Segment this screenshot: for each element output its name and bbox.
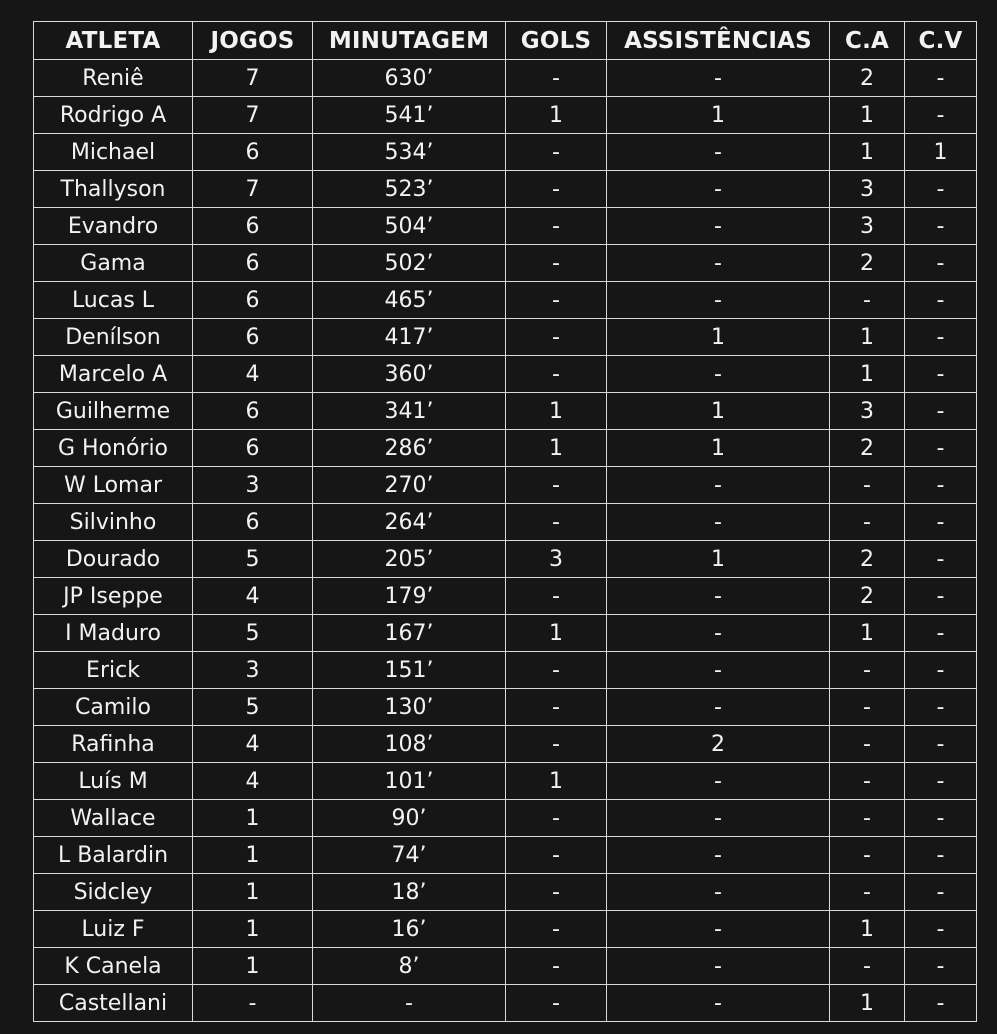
cell-assists: - — [607, 800, 830, 837]
header-minutes: MINUTAGEM — [313, 22, 506, 60]
cell-athlete: Silvinho — [34, 504, 193, 541]
header-yellow-cards: C.A — [830, 22, 905, 60]
table-row — [34, 245, 977, 282]
cell-goals: - — [506, 60, 607, 97]
table-row — [34, 97, 977, 134]
cell-athlete: Thallyson — [34, 171, 193, 208]
cell-red-cards: - — [905, 874, 977, 911]
cell-red-cards: - — [905, 504, 977, 541]
cell-assists: 2 — [607, 726, 830, 763]
cell-goals: - — [506, 874, 607, 911]
cell-minutes: 16’ — [313, 911, 506, 948]
cell-red-cards: - — [905, 171, 977, 208]
cell-red-cards: - — [905, 356, 977, 393]
cell-red-cards: - — [905, 578, 977, 615]
cell-yellow-cards: - — [830, 948, 905, 985]
cell-games: 1 — [193, 911, 313, 948]
cell-yellow-cards: 1 — [830, 97, 905, 134]
cell-red-cards: - — [905, 97, 977, 134]
table-row — [34, 726, 977, 763]
cell-athlete: Dourado — [34, 541, 193, 578]
athlete-stats-table — [33, 21, 977, 1022]
cell-minutes: 541’ — [313, 97, 506, 134]
cell-goals: - — [506, 245, 607, 282]
cell-red-cards: - — [905, 837, 977, 874]
cell-goals: - — [506, 985, 607, 1022]
cell-red-cards: - — [905, 541, 977, 578]
table-row — [34, 282, 977, 319]
table-row — [34, 356, 977, 393]
cell-red-cards: - — [905, 948, 977, 985]
cell-assists: - — [607, 948, 830, 985]
cell-yellow-cards: - — [830, 837, 905, 874]
header-goals: GOLS — [506, 22, 607, 60]
cell-red-cards: - — [905, 319, 977, 356]
table-row — [34, 430, 977, 467]
table-row — [34, 800, 977, 837]
cell-red-cards: - — [905, 393, 977, 430]
cell-games: 7 — [193, 97, 313, 134]
cell-minutes: 630’ — [313, 60, 506, 97]
cell-red-cards: - — [905, 282, 977, 319]
cell-assists: - — [607, 689, 830, 726]
cell-assists: - — [607, 356, 830, 393]
cell-yellow-cards: - — [830, 689, 905, 726]
header-assists: ASSISTÊNCIAS — [607, 22, 830, 60]
cell-yellow-cards: - — [830, 763, 905, 800]
cell-athlete: Luiz F — [34, 911, 193, 948]
cell-minutes: 264’ — [313, 504, 506, 541]
cell-assists: 1 — [607, 430, 830, 467]
cell-athlete: I Maduro — [34, 615, 193, 652]
cell-goals: - — [506, 134, 607, 171]
cell-minutes: 18’ — [313, 874, 506, 911]
cell-red-cards: - — [905, 726, 977, 763]
cell-assists: - — [607, 245, 830, 282]
cell-minutes: 90’ — [313, 800, 506, 837]
cell-games: 6 — [193, 319, 313, 356]
cell-athlete: Gama — [34, 245, 193, 282]
cell-minutes: 341’ — [313, 393, 506, 430]
cell-athlete: Camilo — [34, 689, 193, 726]
cell-games: 3 — [193, 467, 313, 504]
table-row — [34, 948, 977, 985]
cell-goals: 3 — [506, 541, 607, 578]
cell-minutes: 74’ — [313, 837, 506, 874]
cell-athlete: Evandro — [34, 208, 193, 245]
cell-athlete: Luís M — [34, 763, 193, 800]
header-games: JOGOS — [193, 22, 313, 60]
table-row — [34, 652, 977, 689]
cell-minutes: 130’ — [313, 689, 506, 726]
cell-assists: - — [607, 134, 830, 171]
cell-games: 7 — [193, 171, 313, 208]
cell-assists: - — [607, 874, 830, 911]
header-row — [34, 22, 977, 60]
cell-games: 1 — [193, 837, 313, 874]
cell-assists: - — [607, 282, 830, 319]
table-row — [34, 60, 977, 97]
cell-assists: - — [607, 652, 830, 689]
cell-assists: - — [607, 208, 830, 245]
cell-minutes: 151’ — [313, 652, 506, 689]
cell-red-cards: 1 — [905, 134, 977, 171]
cell-games: 6 — [193, 504, 313, 541]
table-body — [34, 60, 977, 1022]
table-row — [34, 874, 977, 911]
cell-goals: - — [506, 578, 607, 615]
cell-minutes: 523’ — [313, 171, 506, 208]
cell-yellow-cards: 3 — [830, 393, 905, 430]
cell-red-cards: - — [905, 467, 977, 504]
cell-games: 6 — [193, 282, 313, 319]
cell-red-cards: - — [905, 763, 977, 800]
cell-athlete: Denílson — [34, 319, 193, 356]
cell-goals: - — [506, 652, 607, 689]
cell-yellow-cards: 1 — [830, 319, 905, 356]
cell-athlete: Guilherme — [34, 393, 193, 430]
cell-red-cards: - — [905, 208, 977, 245]
cell-yellow-cards: - — [830, 652, 905, 689]
cell-assists: - — [607, 60, 830, 97]
cell-athlete: L Balardin — [34, 837, 193, 874]
cell-athlete: Castellani — [34, 985, 193, 1022]
cell-games: 5 — [193, 541, 313, 578]
cell-yellow-cards: 1 — [830, 615, 905, 652]
cell-assists: 1 — [607, 541, 830, 578]
cell-red-cards: - — [905, 800, 977, 837]
cell-goals: 1 — [506, 763, 607, 800]
cell-athlete: Michael — [34, 134, 193, 171]
cell-games: 3 — [193, 652, 313, 689]
cell-athlete: Erick — [34, 652, 193, 689]
table-row — [34, 171, 977, 208]
cell-goals: 1 — [506, 615, 607, 652]
cell-yellow-cards: - — [830, 504, 905, 541]
cell-games: 6 — [193, 430, 313, 467]
cell-athlete: Wallace — [34, 800, 193, 837]
table-row — [34, 319, 977, 356]
cell-yellow-cards: 2 — [830, 578, 905, 615]
cell-goals: - — [506, 689, 607, 726]
cell-minutes: 179’ — [313, 578, 506, 615]
cell-red-cards: - — [905, 689, 977, 726]
cell-goals: - — [506, 208, 607, 245]
cell-minutes: 205’ — [313, 541, 506, 578]
cell-games: 6 — [193, 208, 313, 245]
table-row — [34, 911, 977, 948]
cell-yellow-cards: 2 — [830, 430, 905, 467]
cell-yellow-cards: 2 — [830, 541, 905, 578]
cell-assists: - — [607, 578, 830, 615]
cell-athlete: W Lomar — [34, 467, 193, 504]
cell-minutes: 534’ — [313, 134, 506, 171]
table-row — [34, 689, 977, 726]
table-row — [34, 504, 977, 541]
cell-yellow-cards: - — [830, 726, 905, 763]
cell-athlete: Rodrigo A — [34, 97, 193, 134]
cell-assists: - — [607, 985, 830, 1022]
cell-red-cards: - — [905, 60, 977, 97]
cell-red-cards: - — [905, 430, 977, 467]
cell-yellow-cards: 1 — [830, 134, 905, 171]
cell-yellow-cards: 2 — [830, 60, 905, 97]
cell-goals: - — [506, 171, 607, 208]
table-row — [34, 393, 977, 430]
cell-goals: - — [506, 356, 607, 393]
cell-goals: - — [506, 948, 607, 985]
cell-games: 6 — [193, 134, 313, 171]
table-row — [34, 467, 977, 504]
cell-yellow-cards: 2 — [830, 245, 905, 282]
cell-red-cards: - — [905, 652, 977, 689]
cell-games: 4 — [193, 726, 313, 763]
cell-goals: - — [506, 467, 607, 504]
cell-athlete: JP Iseppe — [34, 578, 193, 615]
cell-assists: - — [607, 504, 830, 541]
cell-yellow-cards: - — [830, 800, 905, 837]
cell-yellow-cards: 1 — [830, 356, 905, 393]
cell-goals: - — [506, 800, 607, 837]
cell-yellow-cards: - — [830, 467, 905, 504]
table-row — [34, 615, 977, 652]
cell-athlete: Lucas L — [34, 282, 193, 319]
cell-yellow-cards: 3 — [830, 208, 905, 245]
table-row — [34, 208, 977, 245]
table-row — [34, 985, 977, 1022]
cell-games: 7 — [193, 60, 313, 97]
cell-games: 5 — [193, 615, 313, 652]
cell-games: 5 — [193, 689, 313, 726]
cell-athlete: Rafinha — [34, 726, 193, 763]
cell-goals: - — [506, 319, 607, 356]
cell-minutes: 504’ — [313, 208, 506, 245]
cell-minutes: 286’ — [313, 430, 506, 467]
cell-goals: - — [506, 726, 607, 763]
cell-goals: 1 — [506, 97, 607, 134]
cell-yellow-cards: 1 — [830, 985, 905, 1022]
cell-goals: 1 — [506, 430, 607, 467]
cell-games: 4 — [193, 356, 313, 393]
cell-games: 1 — [193, 874, 313, 911]
cell-athlete: G Honório — [34, 430, 193, 467]
cell-yellow-cards: 3 — [830, 171, 905, 208]
cell-red-cards: - — [905, 615, 977, 652]
table-row — [34, 541, 977, 578]
cell-minutes: 270’ — [313, 467, 506, 504]
table-row — [34, 837, 977, 874]
cell-games: 6 — [193, 245, 313, 282]
cell-minutes: - — [313, 985, 506, 1022]
cell-minutes: 465’ — [313, 282, 506, 319]
cell-minutes: 167’ — [313, 615, 506, 652]
cell-minutes: 101’ — [313, 763, 506, 800]
cell-games: - — [193, 985, 313, 1022]
cell-athlete: Marcelo A — [34, 356, 193, 393]
cell-minutes: 360’ — [313, 356, 506, 393]
cell-assists: 1 — [607, 97, 830, 134]
cell-assists: - — [607, 467, 830, 504]
cell-assists: 1 — [607, 319, 830, 356]
table-row — [34, 763, 977, 800]
cell-minutes: 502’ — [313, 245, 506, 282]
cell-assists: - — [607, 911, 830, 948]
cell-games: 6 — [193, 393, 313, 430]
cell-red-cards: - — [905, 985, 977, 1022]
cell-yellow-cards: - — [830, 874, 905, 911]
cell-assists: - — [607, 763, 830, 800]
cell-minutes: 108’ — [313, 726, 506, 763]
cell-assists: - — [607, 171, 830, 208]
cell-minutes: 417’ — [313, 319, 506, 356]
cell-goals: - — [506, 911, 607, 948]
cell-assists: - — [607, 615, 830, 652]
cell-yellow-cards: - — [830, 282, 905, 319]
cell-games: 1 — [193, 948, 313, 985]
cell-goals: - — [506, 282, 607, 319]
cell-goals: 1 — [506, 393, 607, 430]
table-row — [34, 578, 977, 615]
cell-games: 4 — [193, 763, 313, 800]
cell-athlete: Sidcley — [34, 874, 193, 911]
table-row — [34, 134, 977, 171]
header-red-cards: C.V — [905, 22, 977, 60]
cell-red-cards: - — [905, 911, 977, 948]
cell-assists: - — [607, 837, 830, 874]
header-athlete: ATLETA — [34, 22, 193, 60]
cell-yellow-cards: 1 — [830, 911, 905, 948]
cell-goals: - — [506, 504, 607, 541]
cell-athlete: K Canela — [34, 948, 193, 985]
cell-minutes: 8’ — [313, 948, 506, 985]
cell-red-cards: - — [905, 245, 977, 282]
cell-games: 1 — [193, 800, 313, 837]
cell-athlete: Reniê — [34, 60, 193, 97]
cell-games: 4 — [193, 578, 313, 615]
cell-goals: - — [506, 837, 607, 874]
cell-assists: 1 — [607, 393, 830, 430]
